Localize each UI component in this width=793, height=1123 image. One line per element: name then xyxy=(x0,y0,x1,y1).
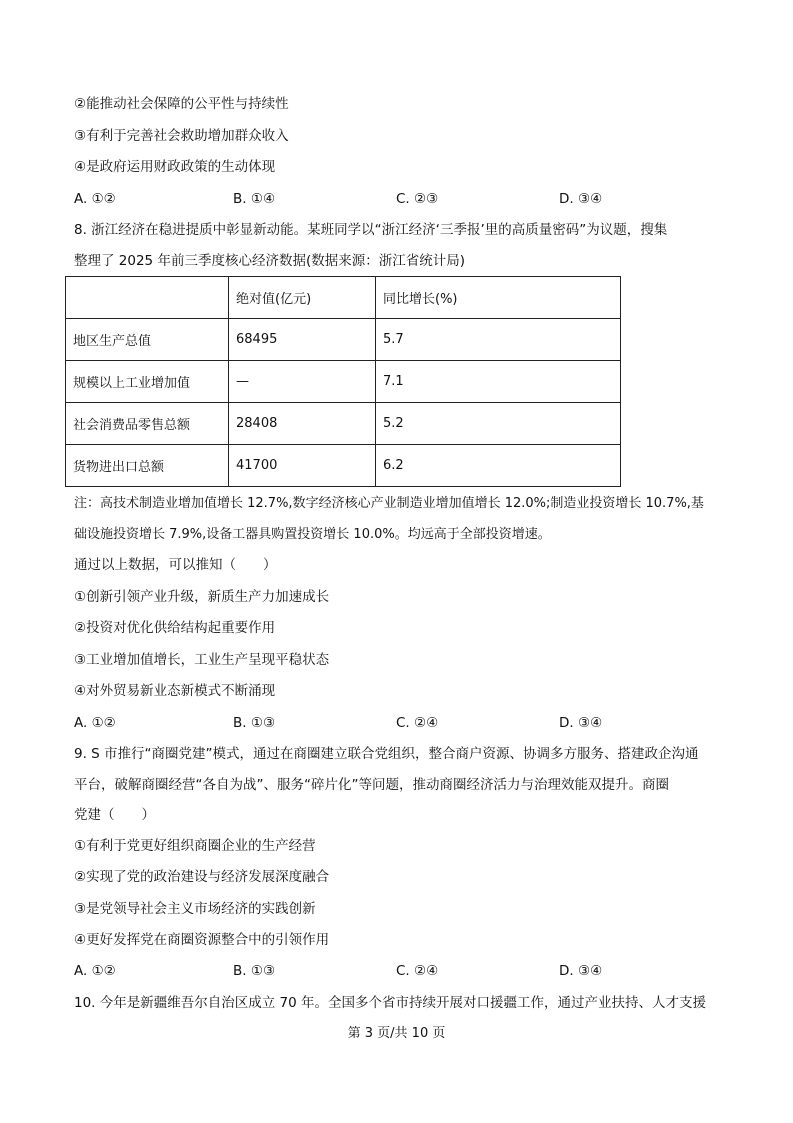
q9-options xyxy=(74,963,634,979)
table-row xyxy=(66,319,621,361)
q8-stem-line-2: 整理了 2025 年前三季度核心经济数据(数据来源：浙江省统计局) xyxy=(74,253,465,269)
q7-option-c: C. ②③ xyxy=(396,191,439,207)
table-row xyxy=(66,445,621,487)
q7-item-2: ②能推动社会保障的公平性与持续性 xyxy=(74,96,289,112)
q8-item-2: ②投资对优化供给结构起重要作用 xyxy=(74,620,276,636)
table-cell: 社会消费品零售总额 xyxy=(66,403,229,445)
q9-option-d: D. ③④ xyxy=(559,963,603,979)
q9-stem-line-1: 9. S 市推行“商圈党建”模式，通过在商圈建立联合党组织，整合商户资源、协调多方服务、搭建政企沟通 xyxy=(74,746,699,762)
q9-stem-line-2: 平台，破解商圈经营“各自为战”、服务“碎片化”等问题，推动商圈经济活力与治理效能双提升。商圈 xyxy=(74,777,669,793)
table-cell: — xyxy=(229,361,376,403)
q7-option-d: D. ③④ xyxy=(559,191,603,207)
q8-option-d: D. ③④ xyxy=(559,715,603,731)
q10-stem-line-1: 10. 今年是新疆维吾尔自治区成立 70 年。全国多个省市持续开展对口援疆工作，通过产业扶持、人才支援 xyxy=(74,995,707,1011)
q9-option-b: B. ①③ xyxy=(233,963,276,979)
q9-item-2: ②实现了党的政治建设与经济发展深度融合 xyxy=(74,869,330,885)
q8-options xyxy=(74,715,634,731)
q8-question: 通过以上数据，可以推知（ ） xyxy=(74,557,277,573)
q9-item-3: ③是党领导社会主义市场经济的实践创新 xyxy=(74,901,316,917)
table-cell: 5.7 xyxy=(376,319,621,361)
q8-item-1: ①创新引领产业升级，新质生产力加速成长 xyxy=(74,589,330,605)
q7-option-a: A. ①② xyxy=(74,191,116,207)
q9-option-a: A. ①② xyxy=(74,963,116,979)
q8-option-a: A. ①② xyxy=(74,715,116,731)
q8-stem-line-1: 8. 浙江经济在稳进提质中彰显新动能。某班同学以“浙江经济‘三季报’里的高质量密码”为议题，搜集 xyxy=(74,222,668,238)
table-cell: 7.1 xyxy=(376,361,621,403)
table-cell: 规模以上工业增加值 xyxy=(66,361,229,403)
q8-item-3: ③工业增加值增长，工业生产呈现平稳状态 xyxy=(74,652,330,668)
table-header-cell xyxy=(66,277,229,319)
q9-item-4: ④更好发挥党在商圈资源整合中的引领作用 xyxy=(74,932,330,948)
q8-note-line-1: 注：高技术制造业增加值增长 12.7%,数字经济核心产业制造业增加值增长 12.0%;制造业投资增长 10.7%,基 xyxy=(74,496,704,511)
q8-item-4: ④对外贸易新业态新模式不断涌现 xyxy=(74,683,276,699)
table-row xyxy=(66,361,621,403)
page-number: 第 3 页/共 10 页 xyxy=(347,1026,446,1041)
q9-item-1: ①有利于党更好组织商圈企业的生产经营 xyxy=(74,838,316,854)
q8-option-c: C. ②④ xyxy=(396,715,439,731)
table-cell: 地区生产总值 xyxy=(66,319,229,361)
q8-note-line-2: 础设施投资增长 7.9%,设备工器具购置投资增长 10.0%。均远高于全部投资增速。 xyxy=(74,527,551,542)
table-cell: 货物进出口总额 xyxy=(66,445,229,487)
q7-item-4: ④是政府运用财政政策的生动体现 xyxy=(74,159,276,175)
q9-stem-line-3: 党建（ ） xyxy=(74,807,155,823)
table-cell: 5.2 xyxy=(376,403,621,445)
table-cell: 6.2 xyxy=(376,445,621,487)
q9-option-c: C. ②④ xyxy=(396,963,439,979)
q7-option-b: B. ①④ xyxy=(233,191,276,207)
table-header-row xyxy=(66,277,621,319)
q8-option-b: B. ①③ xyxy=(233,715,276,731)
table-cell: 68495 xyxy=(229,319,376,361)
q7-options xyxy=(74,191,634,207)
table-header-cell: 绝对值(亿元) xyxy=(229,277,376,319)
table-header-cell: 同比增长(%) xyxy=(376,277,621,319)
table-row xyxy=(66,403,621,445)
table-cell: 28408 xyxy=(229,403,376,445)
economic-data-table xyxy=(65,276,621,487)
table-cell: 41700 xyxy=(229,445,376,487)
q7-item-3: ③有利于完善社会救助增加群众收入 xyxy=(74,128,289,144)
